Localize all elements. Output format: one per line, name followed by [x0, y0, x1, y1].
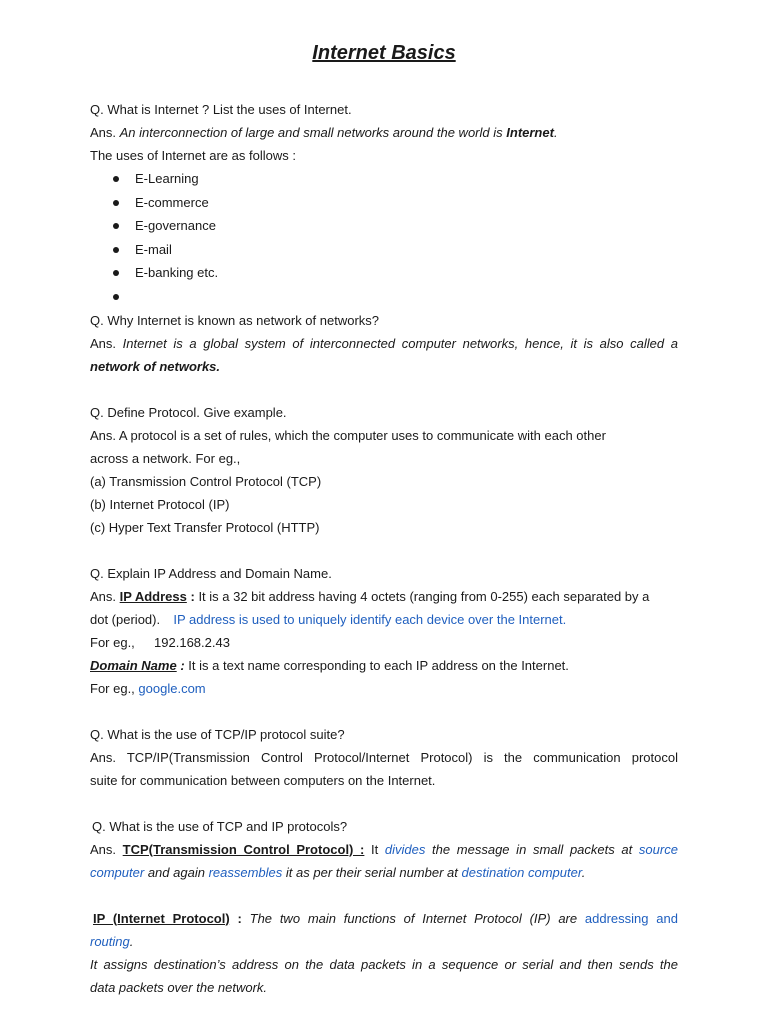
answer-4-line-1: Ans. IP Address : It is a 32 bit address having 4 octets (ranging from 0-255) each separated by a [90, 588, 650, 604]
tcp-reassembles: reassembles [208, 864, 283, 880]
answer-1-end: . [553, 125, 558, 140]
ip-protocol-label: IP (Internet Protocol) [93, 910, 230, 926]
question-1: Q. What is Internet ? List the uses of Internet. [90, 102, 352, 117]
ip-addressing-highlight: addressing and [584, 910, 678, 926]
ans-prefix: Ans. [90, 588, 117, 604]
document-title: Internet Basics [312, 42, 456, 64]
answer-6-line-2: computer and again reassembles it as per their serial number at destination computer. [90, 864, 586, 880]
tcp-divides: divides [384, 841, 426, 857]
bullet-icon [113, 200, 119, 206]
domain-example: For eg., google.com [90, 680, 206, 696]
list-item: E-banking etc. [90, 261, 678, 285]
ans-prefix: Ans. [90, 125, 117, 140]
answer-5-line-2: suite for communication between computers on the Internet. [90, 772, 436, 788]
ip-protocol-line-3: It assigns destination’s address on the data packets in a sequence or serial and then sends the [90, 956, 678, 972]
bullet-icon [113, 176, 119, 182]
tcp-source: source [638, 841, 678, 857]
question-5: Q. What is the use of TCP/IP protocol suite? [90, 726, 345, 742]
bullet-icon [113, 223, 119, 229]
ip-address-text: It is a 32 bit address having 4 octets (ranging from 0-255) each separated by a [198, 588, 650, 604]
ip-address-label: IP Address [119, 588, 187, 604]
answer-3-line-2: across a network. For eg., [90, 450, 241, 466]
answer-1-text: An interconnection of large and small networks around the world is [119, 125, 503, 140]
tcp-destination: destination computer [461, 864, 582, 880]
protocol-example: (c) Hyper Text Transfer Protocol (HTTP) [90, 519, 320, 535]
uses-intro: The uses of Internet are as follows : [90, 148, 296, 163]
question-6: Q. What is the use of TCP and IP protocols? [92, 818, 348, 834]
bullet-icon [113, 270, 119, 276]
answer-2-line-2: network of networks. [90, 358, 221, 374]
ip-protocol-line-4: data packets over the network. [90, 979, 268, 995]
ip-protocol-line-2: routing. [90, 933, 134, 949]
list-item: E-mail [90, 238, 678, 262]
answer-1-bold: Internet [506, 125, 554, 140]
uses-list [90, 167, 678, 309]
answer-6-line-1: Ans. TCP(Transmission Control Protocol) : It divides the message in small packets at source [90, 841, 678, 857]
domain-name-text: It is a text name corresponding to each IP address on the Internet. [188, 657, 569, 673]
ans-prefix: Ans. [90, 841, 117, 857]
answer-5-line-1: Ans. TCP/IP(Transmission Control Protocol/Internet Protocol) is the communication protocol [90, 749, 678, 765]
tcp-label: TCP(Transmission Control Protocol) : [122, 841, 365, 857]
list-item: E-commerce [90, 191, 678, 215]
bullet-icon [113, 294, 119, 300]
answer-1 [90, 121, 678, 144]
ans-prefix: Ans. [90, 335, 117, 351]
list-item: E-governance [90, 214, 678, 238]
ip-address-highlight: IP address is used to uniquely identify each device over the Internet. [173, 611, 567, 627]
answer-2-text: Internet is a global system of interconnected computer networks, hence, it is also called a [122, 335, 678, 351]
bullet-icon [113, 247, 119, 253]
domain-name-line: Domain Name : It is a text name corresponding to each IP address on the Internet. [90, 657, 569, 673]
protocol-example: (b) Internet Protocol (IP) [90, 496, 230, 512]
document-body [90, 98, 678, 999]
question-4: Q. Explain IP Address and Domain Name. [90, 565, 332, 581]
ip-routing-highlight: routing [90, 933, 130, 949]
question-3: Q. Define Protocol. Give example. [90, 404, 287, 420]
list-item: E-Learning [90, 167, 678, 191]
ip-example-value: 192.168.2.43 [154, 634, 230, 650]
domain-example-link[interactable]: google.com [138, 680, 206, 696]
answer-2-line-1 [90, 332, 678, 355]
protocol-example: (a) Transmission Control Protocol (TCP) [90, 473, 322, 489]
answer-4-line-2: dot (period). IP address is used to uniquely identify each device over the Internet. [90, 611, 567, 627]
domain-name-label: Domain Name [90, 657, 177, 673]
ip-example: For eg., 192.168.2.43 [90, 634, 230, 650]
answer-3-line-1: Ans. A protocol is a set of rules, which the computer uses to communicate with each other [90, 427, 606, 443]
list-item [90, 285, 678, 309]
ip-protocol-line-1: IP (Internet Protocol) : The two main functions of Internet Protocol (IP) are addressing and [93, 910, 678, 926]
question-2: Q. Why Internet is known as network of networks? [90, 312, 380, 328]
